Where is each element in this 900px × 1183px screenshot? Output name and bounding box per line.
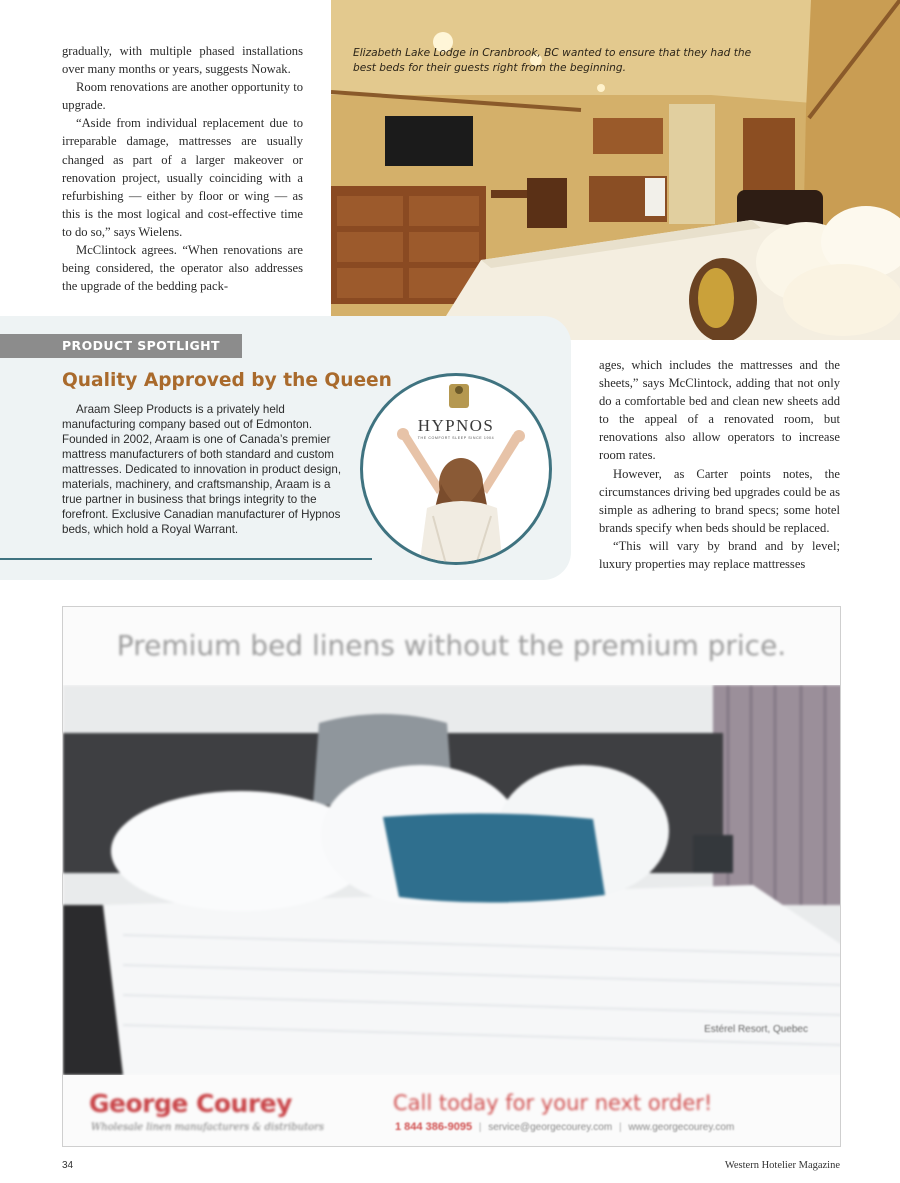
article-paragraph: Room renovations are another opportunity to upgrade. xyxy=(62,80,303,113)
george-courey-logo[interactable]: George Courey xyxy=(89,1089,292,1118)
hypnos-logo-image xyxy=(360,373,552,565)
page-number: 34 xyxy=(62,1160,74,1171)
ad-website-link[interactable]: www.georgecourey.com xyxy=(628,1122,735,1133)
article-right-column xyxy=(599,356,840,573)
hypnos-wordmark: HYPNOS xyxy=(417,416,495,435)
ad-call-to-action: Call today for your next order! xyxy=(393,1091,713,1115)
ad-bed-photo xyxy=(63,685,841,1075)
george-courey-advertisement[interactable] xyxy=(62,606,841,1147)
product-spotlight-tag: PRODUCT SPOTLIGHT xyxy=(0,334,242,358)
ad-phone-number[interactable]: 1 844 386-9095 xyxy=(395,1121,473,1133)
magazine-name: Western Hotelier Magazine xyxy=(724,1160,840,1171)
ad-photo-credit: Estérel Resort, Quebec xyxy=(704,1024,808,1035)
product-spotlight-title: Quality Approved by the Queen xyxy=(62,370,392,391)
article-paragraph: McClintock agrees. “When renovations are being considered, the operator also addresses the upgrade of the bedding pack- xyxy=(62,243,303,294)
hypnos-tagline: THE COMFORT SLEEP SINCE 1904 xyxy=(417,436,495,440)
ad-headline: Premium bed linens without the premium price. xyxy=(116,629,787,662)
product-spotlight-body: Araam Sleep Products is a privately held manufacturing company based out of Edmonton. Founded in 2002, Araam is one of Canada’s premier mattress manufacturers of both standard and custom mattresses. Dedicated to innovation in product design, materials, machinery, and craftsmanship, Araam is a true partner in business that brings integrity to the forefront. Exclusive Canadian manufacturer of Hypnos beds, which hold a Royal Warrant. xyxy=(62,403,342,536)
article-paragraph: However, as Carter points notes, the circumstances driving bed upgrades could be as simple as adhering to brand specs; some hotel brands specify when beds should be replaced. xyxy=(599,466,840,535)
ad-email-link[interactable]: service@georgecourey.com xyxy=(488,1122,613,1133)
product-spotlight-rule xyxy=(0,558,372,560)
contact-separator: | xyxy=(618,1122,622,1133)
ad-contact-line xyxy=(395,1121,734,1133)
contact-separator: | xyxy=(478,1122,482,1133)
article-paragraph: “Aside from individual replacement due to irreparable damage, mattresses are usually changed as part of a larger makeover or renovation project, usually coinciding with a refurbishing — either by floor or wing — as this is the most logical and cost-effective time to do so,” says Wielens. xyxy=(62,116,303,239)
article-paragraph: gradually, with multiple phased installations over many months or years, suggests Nowak. xyxy=(62,44,303,77)
woman-stretching-illustration xyxy=(363,376,552,565)
article-left-column xyxy=(62,42,303,295)
hotel-room-photo xyxy=(331,0,900,340)
photo-caption: Elizabeth Lake Lodge in Cranbrook, BC wanted to ensure that they had the best beds for their guests right from the beginning. xyxy=(353,47,752,74)
ad-brand-tagline: Wholesale linen manufacturers & distributors xyxy=(91,1122,325,1133)
ad-bed-illustration xyxy=(63,685,841,1075)
article-paragraph: ages, which includes the mattresses and the sheets,” says McClintock, adding that not only do a comfortable bed and clean new sheets add to the appeal of a renovated room, but renovations also allow operators to increase room rates. xyxy=(599,358,840,463)
article-paragraph: “This will vary by brand and by level; luxury properties may replace mattresses xyxy=(599,538,840,572)
